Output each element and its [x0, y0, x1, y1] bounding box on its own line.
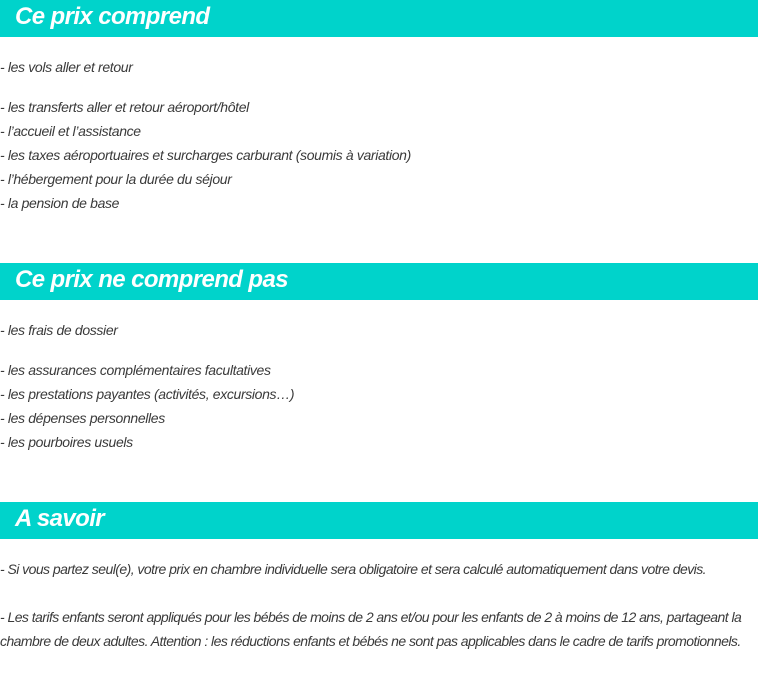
list-item: - les transferts aller et retour aéroport/hôtel — [0, 99, 249, 115]
list-item: - l’hébergement pour la durée du séjour — [0, 171, 232, 187]
info-paragraph: - Si vous partez seul(e), votre prix en chambre individuelle sera obligatoire et sera calculé automatiquement dans votre devis. — [0, 561, 706, 577]
list-item: - les vols aller et retour — [0, 59, 133, 75]
section-title: A savoir — [15, 505, 105, 532]
section-title: Ce prix ne comprend pas — [15, 266, 288, 293]
list-item: - les prestations payantes (activités, excursions…) — [0, 386, 295, 402]
list-item: - la pension de base — [0, 195, 120, 211]
section-header-not-included — [0, 263, 758, 300]
list-item: - les dépenses personnelles — [0, 410, 165, 426]
list-item: - les pourboires usuels — [0, 434, 133, 450]
list-item: - les taxes aéroportuaires et surcharges carburant (soumis à variation) — [0, 147, 411, 163]
section-title: Ce prix comprend — [15, 3, 210, 30]
list-item: - les assurances complémentaires facultatives — [0, 362, 271, 378]
list-item: - les frais de dossier — [0, 322, 118, 338]
section-header-included — [0, 0, 758, 37]
list-item: - l’accueil et l’assistance — [0, 123, 141, 139]
info-paragraph: - Les tarifs enfants seront appliqués pour les bébés de moins de 2 ans et/ou pour les enfants de 2 à moins de 12 ans, partageant la chambre de deux adultes. Attention : les réductions enfants et bébés ne sont pas applicables dans le cadre de tarifs promotionnels. — [0, 609, 742, 649]
section-header-good-to-know — [0, 502, 758, 539]
